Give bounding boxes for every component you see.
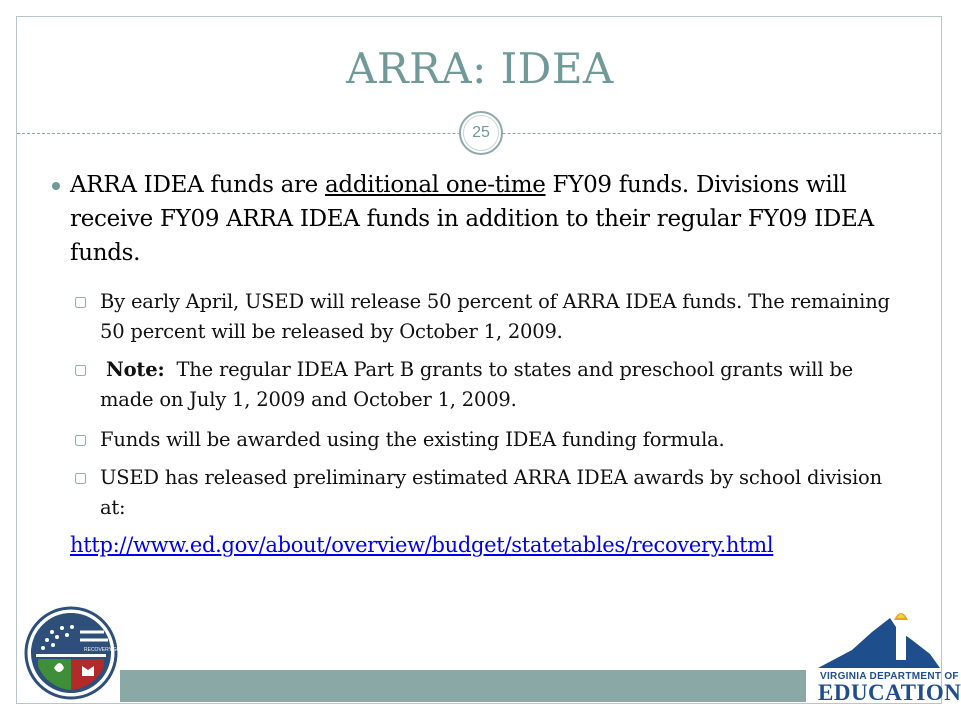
square-bullet-icon: ▢ (74, 294, 88, 310)
main-bullet-post: FY09 funds. Divisions will receive FY09 ARRA IDEA funds in addition to their regular FY09 IDEA funds. (70, 172, 874, 266)
main-bullet-text (70, 168, 904, 270)
recovery-seal-logo (24, 606, 124, 700)
svg-text:RECOVERY.GOV: RECOVERY.GOV (84, 647, 124, 653)
main-bullet-pre: ARRA IDEA funds are (70, 172, 326, 198)
note-text (100, 355, 894, 415)
sub-bullet-3 (74, 463, 894, 523)
square-bullet-icon: ▢ (74, 362, 88, 378)
vdoe-name-line1: VIRGINIA DEPARTMENT OF (820, 671, 959, 682)
sub-bullet-note (74, 355, 894, 415)
slide-title: ARRA: IDEA (346, 44, 614, 93)
square-bullet-icon: ▢ (74, 432, 88, 448)
note-body: The regular IDEA Part B grants to states and preschool grants will be made on July 1, 2009 and October 1, 2009. (100, 358, 853, 411)
note-label: Note: (106, 358, 165, 381)
page-number-badge (459, 111, 503, 155)
sub-bullet-2 (74, 425, 894, 455)
footer-bar (120, 670, 806, 702)
main-bullet (44, 168, 904, 270)
sub-bullet-1 (74, 287, 894, 347)
vdoe-name-line2: EDUCATION (818, 680, 961, 705)
sub-bullet-text: By early April, USED will release 50 percent of ARRA IDEA funds. The remaining 50 percent will be released by October 1, 2009. (100, 290, 890, 343)
page-number: 25 (472, 124, 490, 141)
bullet-dot-icon (52, 182, 60, 190)
sub-bullet-text: USED has released preliminary estimated ARRA IDEA awards by school division at: (100, 466, 882, 519)
sub-bullet-text: Funds will be awarded using the existing IDEA funding formula. (100, 428, 725, 451)
main-bullet-underlined: additional one-time (325, 172, 546, 198)
square-bullet-icon: ▢ (74, 470, 88, 486)
recovery-link[interactable]: http://www.ed.gov/about/overview/budget/statetables/recovery.html (70, 533, 774, 557)
